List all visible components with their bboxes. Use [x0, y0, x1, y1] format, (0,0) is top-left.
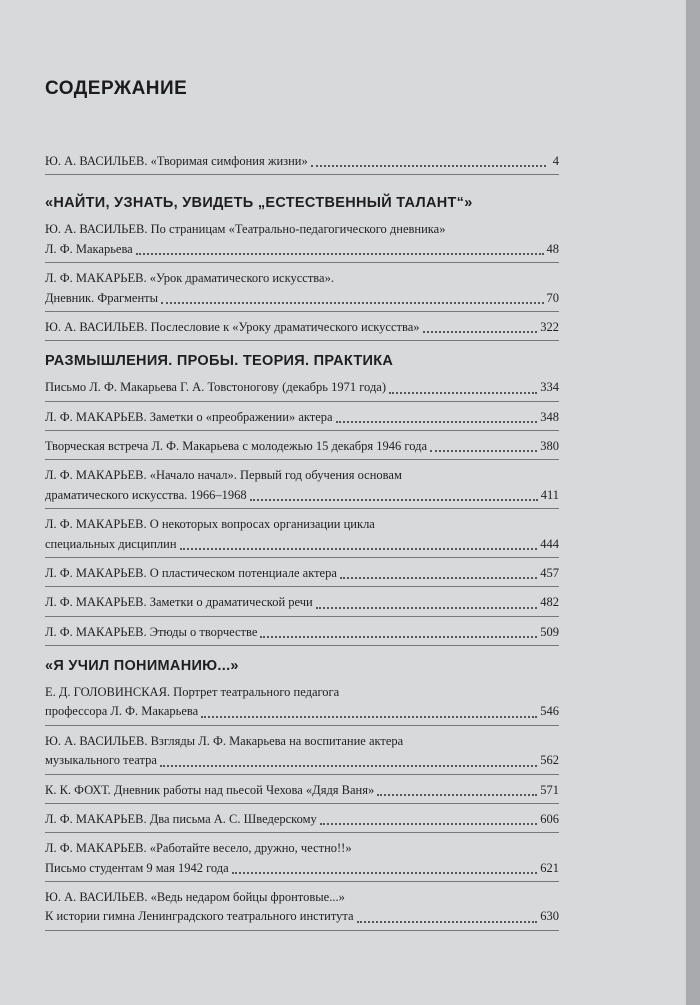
leader-dots: [320, 822, 537, 825]
entry-page: 348: [540, 409, 559, 424]
toc-entry: [45, 312, 559, 341]
leader-dots: [311, 164, 546, 167]
entry-page: 457: [540, 565, 559, 580]
toc-entry: [45, 558, 559, 587]
entry-page: 380: [540, 439, 559, 453]
toc-entry: [45, 882, 559, 931]
toc-entry: [45, 617, 559, 646]
toc-entry: [45, 587, 559, 616]
toc-entry: [45, 726, 559, 775]
toc-entry: [45, 677, 559, 726]
entry-page: 621: [540, 860, 559, 875]
entry-page: 571: [540, 782, 559, 797]
leader-dots: [340, 576, 537, 579]
entry-page: 482: [540, 595, 559, 610]
entry-line1: Ю. А. ВАСИЛЬЕВ. Взгляды Л. Ф. Макарьева на воспитание актера: [45, 733, 404, 748]
entry-page: 322: [540, 319, 559, 334]
entry-page: 606: [540, 811, 559, 826]
toc-section: [45, 658, 559, 931]
leader-dots: [232, 871, 538, 874]
leader-dots: [423, 330, 538, 333]
entry-page: 562: [540, 753, 559, 768]
entry-page: 70: [546, 290, 559, 305]
table-of-contents: [45, 78, 559, 931]
leader-dots: [260, 635, 537, 638]
entry-line2: Л. Ф. Макарьева: [45, 241, 133, 256]
leader-dots: [316, 606, 538, 609]
leader-dots: [136, 252, 544, 255]
entry-line2: Дневник. Фрагменты: [45, 290, 159, 305]
entry-page: 509: [540, 624, 559, 639]
entry-line2: музыкального театра: [45, 753, 157, 768]
toc-entry: [45, 372, 559, 401]
toc-entry: [45, 214, 559, 263]
entry-line2: специальных дисциплин: [45, 536, 177, 551]
entry-page: 444: [540, 536, 559, 551]
toc-entry: [45, 402, 559, 431]
entry-line1: Ю. А. ВАСИЛЬЕВ. Послесловие к «Уроку драматического искусства»: [45, 319, 420, 334]
entry-line1: Л. Ф. МАКАРЬЕВ. «Урок драматического искусства».: [45, 271, 334, 286]
entry-page: 411: [540, 487, 559, 502]
section-title: «НАЙТИ, УЗНАТЬ, УВИДЕТЬ „ЕСТЕСТВЕННЫЙ ТАЛАНТ“»: [45, 195, 473, 212]
entry-line1: К. К. ФОХТ. Дневник работы над пьесой Чехова «Дядя Ваня»: [45, 782, 375, 797]
page-title: СОДЕРЖАНИЕ: [45, 78, 188, 99]
leader-dots: [180, 547, 538, 550]
entry-page: 4: [552, 154, 559, 168]
toc-section: [45, 353, 559, 646]
entry-line1: Творческая встреча Л. Ф. Макарьева с молодежью 15 декабря 1946 года: [45, 439, 428, 453]
entry-line1: Е. Д. ГОЛОВИНСКАЯ. Портрет театрального педагога: [45, 685, 340, 699]
toc-section: [45, 195, 559, 341]
toc-entry: [45, 460, 559, 509]
entry-line1: Л. Ф. МАКАРЬЕВ. Два письма А. С. Шведерскому: [45, 811, 317, 826]
leader-dots: [336, 420, 538, 423]
toc-entry: [45, 509, 559, 558]
entry-line1: Ю. А. ВАСИЛЬЕВ. «Ведь недаром бойцы фронтовые...»: [45, 890, 345, 904]
leader-dots: [160, 764, 537, 767]
section-title: «Я УЧИЛ ПОНИМАНИЮ...»: [45, 658, 239, 674]
leader-dots: [357, 920, 538, 923]
toc-entry: [45, 775, 559, 804]
entry-line1: Л. Ф. МАКАРЬЕВ. О некоторых вопросах организации цикла: [45, 517, 375, 532]
entry-line1: Ю. А. ВАСИЛЬЕВ. По страницам «Театрально-педагогического дневника»: [45, 222, 446, 237]
entry-line1: Л. Ф. МАКАРЬЕВ. Заметки о «преображении» актера: [45, 409, 333, 424]
entry-line2: драматического искусства. 1966–1968: [45, 487, 247, 502]
entry-page: 48: [546, 241, 559, 256]
entry-author: Ю. А. ВАСИЛЬЕВ.: [45, 154, 148, 168]
leader-dots: [161, 301, 543, 304]
entry-page: 546: [540, 704, 559, 719]
page-edge: [686, 0, 700, 1005]
entry-line1: Л. Ф. МАКАРЬЕВ. «Начало начал». Первый год обучения основам: [45, 468, 402, 483]
toc-entry: [45, 804, 559, 833]
entry-page: 334: [540, 380, 559, 395]
leader-dots: [377, 793, 537, 796]
entry-line1: Л. Ф. МАКАРЬЕВ. О пластическом потенциале актера: [45, 565, 337, 580]
leader-dots: [389, 391, 537, 394]
toc-entry: [45, 833, 559, 882]
entry-line1: Письмо Л. Ф. Макарьева Г. А. Товстоногову (декабрь 1971 года): [45, 380, 387, 395]
section-title: РАЗМЫШЛЕНИЯ. ПРОБЫ. ТЕОРИЯ. ПРАКТИКА: [45, 353, 394, 370]
toc-entry: [45, 431, 559, 460]
entry-line2: Письмо студентам 9 мая 1942 года: [45, 860, 229, 875]
leader-dots: [250, 498, 538, 501]
toc-entry-intro: [45, 146, 559, 175]
entry-line2: К истории гимна Ленинградского театрального института: [45, 909, 354, 924]
entry-line1: Л. Ф. МАКАРЬЕВ. «Работайте весело, дружно, честно!!»: [45, 841, 352, 856]
entry-line1: Л. Ф. МАКАРЬЕВ. Этюды о творчестве: [45, 624, 258, 639]
toc-entry: [45, 263, 559, 312]
entry-line1: Л. Ф. МАКАРЬЕВ. Заметки о драматической речи: [45, 595, 313, 610]
entry-page: 630: [540, 909, 559, 924]
leader-dots: [201, 715, 537, 718]
entry-line2: профессора Л. Ф. Макарьева: [45, 704, 199, 719]
entry-text: «Творимая симфония жизни»: [150, 154, 308, 168]
leader-dots: [430, 449, 537, 452]
